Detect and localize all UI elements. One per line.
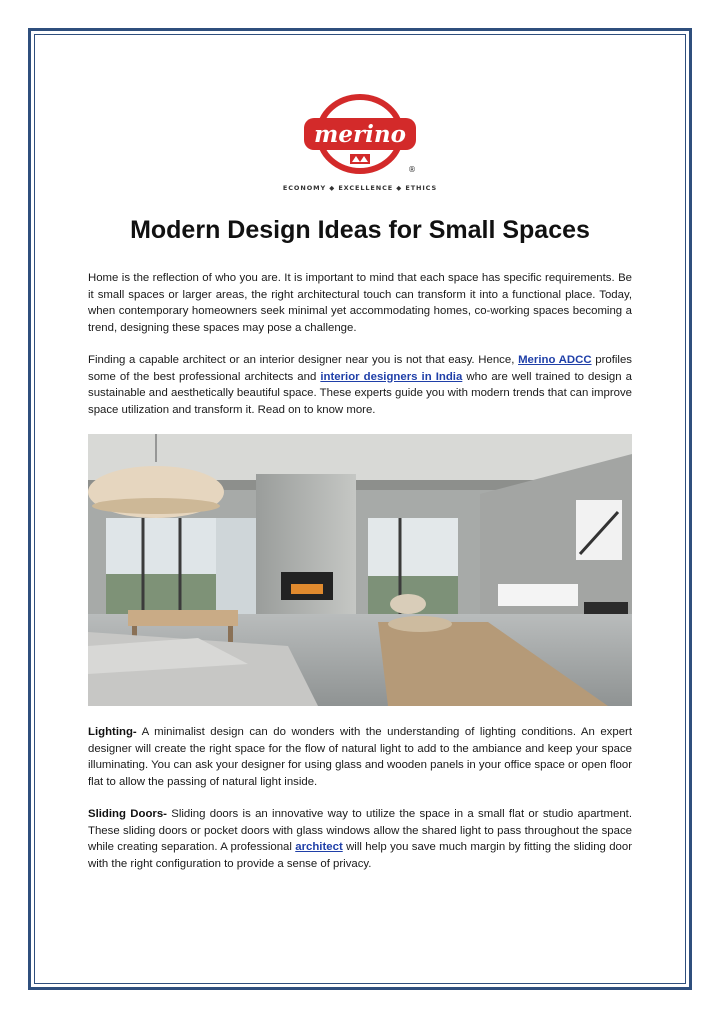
brand-tagline: ECONOMY ◆ EXCELLENCE ◆ ETHICS: [282, 184, 438, 192]
lighting-paragraph: [88, 724, 632, 790]
interior-photo: [88, 434, 632, 706]
logo-wordmark: merino: [314, 121, 406, 148]
registered-mark: ®: [408, 165, 416, 174]
architect-link[interactable]: architect: [295, 841, 343, 853]
sliding-doors-paragraph: [88, 806, 632, 872]
lighting-heading: Lighting-: [88, 726, 137, 738]
sliding-text-b: will help you save much margin by fitting the sliding door with the right configuration to provide a sense of privacy.: [88, 841, 632, 870]
intro-paragraph: Home is the reflection of who you are. It is important to mind that each space has specific requirements. Be it small spaces or larger areas, the right architectural touch can transform it into a functional place. Today, when contemporary homeowners seek minimal yet accommodating homes, co-working spaces becoming a trend, designing these spaces may pose a challenge.: [88, 272, 632, 334]
interior-designers-link[interactable]: interior designers in India: [320, 370, 463, 383]
page-title: Modern Design Ideas for Small Spaces: [130, 216, 590, 244]
p2-text-c: who are well trained to design a sustainable and aesthetically beautiful space. These experts guide you with modern trends that can improve space utilization and transform it. Read on to know more.: [88, 370, 632, 416]
lighting-text: A minimalist design can do wonders with the understanding of lighting conditions. An expert designer will create the right space for the flow of natural light to add to the ambiance and keep your space illuminating. You can ask your designer for using glass and wooden panels in your office space or open floor flat to allow the passing of natural light inside.: [88, 726, 632, 788]
p2-text-a: Finding a capable architect or an interior designer near you is not that easy. Hence,: [88, 354, 519, 366]
merino-adcc-link[interactable]: Merino ADCC: [518, 354, 592, 366]
architects-paragraph: [88, 352, 632, 418]
sliding-text-a: Sliding doors is an innovative way to utilize the space in a small flat or studio apartment. These sliding doors or pocket doors with glass windows allow the shared light to pass throughout the space while creating separation. A professional: [88, 808, 632, 853]
p2-text-b: profiles some of the best professional architects and: [88, 354, 632, 383]
sliding-doors-heading: Sliding Doors-: [88, 808, 167, 820]
